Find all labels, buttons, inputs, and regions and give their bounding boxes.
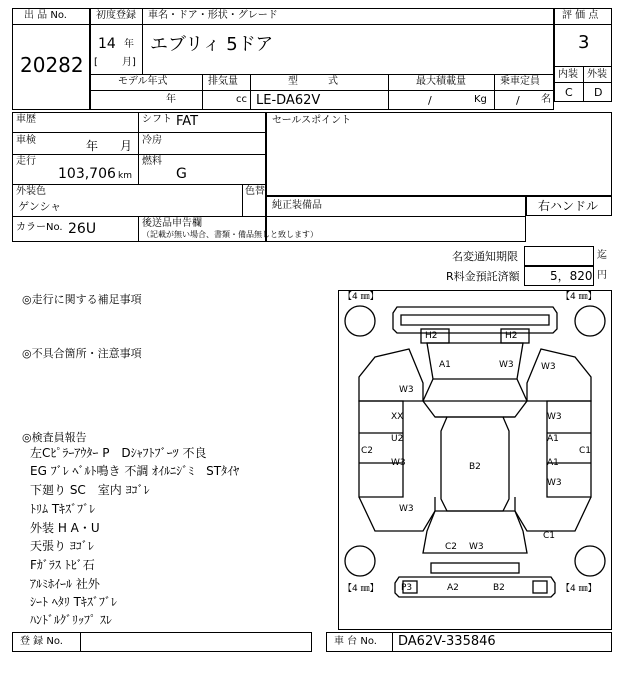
reg-label: 登 録 No. — [20, 636, 63, 647]
mark-a1-top: A1 — [439, 360, 451, 370]
max-load-slash: / — [428, 94, 432, 107]
mark-a2: A2 — [447, 583, 459, 593]
car-name-label: 車名・ドア・形状・グレード — [148, 10, 278, 21]
driving-notes-title: ◎走行に関する補足事項 — [22, 293, 142, 306]
tire-front-left — [345, 306, 375, 336]
mark-w3-rear: W3 — [469, 542, 484, 552]
recycle-label: R料金預託済額 — [446, 270, 520, 283]
inspector-line: 天張り ﾖｺﾞﾚ — [30, 539, 94, 553]
mark-h2-left: H2 — [425, 331, 438, 341]
inspector-title: ◎検査員報告 — [22, 431, 87, 444]
aircon-label: 冷房 — [142, 135, 162, 146]
recycle-value: 5，820 — [550, 269, 593, 283]
inspection-label: 車検 — [16, 135, 36, 146]
windshield — [423, 401, 527, 417]
name-change-label: 名変通知期限 — [452, 250, 518, 263]
shift-label: シフト — [142, 114, 172, 125]
mark-w3-right-door2: W3 — [547, 478, 562, 488]
mark-b2: B2 — [469, 462, 481, 472]
inspector-line: 外装 H A・U — [30, 521, 100, 535]
chassis-label: 車 台 No. — [334, 636, 377, 647]
interior-label: 内装 — [558, 69, 578, 80]
inspector-line: EG ﾌﾞﾚ ﾍﾞﾙﾄ鳴き 不調 ｵｲﾙﾆｼﾞﾐ STﾀｲﾔ — [30, 464, 240, 478]
color-value: ゲンシャ — [18, 200, 62, 213]
mileage-label: 走行 — [16, 156, 36, 167]
kg-unit: Kg — [474, 94, 487, 105]
cc-unit: cc — [236, 94, 247, 105]
score-value: 3 — [578, 32, 590, 53]
mark-u2: U2 — [391, 434, 404, 444]
km-unit: km — [118, 171, 132, 181]
month-bracket: [ — [94, 57, 98, 68]
first-reg-label: 初度登録 — [96, 10, 136, 21]
front-bumper-inner — [401, 315, 549, 325]
genuine-label: 純正装備品 — [272, 200, 322, 211]
recycle-unit: 円 — [597, 270, 607, 281]
tire-br-depth: 【4 ㎜】 — [561, 584, 597, 594]
rear-left-quarter — [359, 497, 435, 531]
mark-w3-left-fender: W3 — [399, 385, 414, 395]
year-unit: 年 — [124, 39, 134, 50]
model-year-unit: 年 — [166, 94, 176, 105]
capacity-slash: / — [516, 94, 520, 107]
car-diagram — [338, 290, 612, 630]
person-unit: 名 — [541, 94, 551, 105]
color-change-label: 色替 — [245, 186, 265, 197]
mark-c2-rear: C2 — [445, 542, 458, 552]
name-change-unit: 迄 — [597, 250, 607, 261]
inspector-line: 左Cﾋﾟﾗｰｱｳﾀｰ P Dｼｬﾌﾄﾌﾞｰﾂ 不良 — [30, 446, 207, 460]
mark-a1-right1: A1 — [547, 434, 559, 444]
a-pillars — [423, 379, 527, 401]
tire-tl-depth: 【4 ㎜】 — [343, 292, 379, 302]
interior-grade: C — [565, 86, 573, 99]
sales-points-label: セールスポイント — [272, 115, 352, 126]
color-no-value: 26U — [68, 221, 97, 237]
tire-tr-depth: 【4 ㎜】 — [561, 292, 597, 302]
docs-label: 後送品申告欄 — [142, 218, 202, 229]
mark-b2-rear: B2 — [493, 583, 505, 593]
exterior-grade: D — [594, 86, 603, 99]
car-outline — [339, 291, 611, 629]
inspection-month: 月 — [120, 139, 133, 153]
inspector-line: ﾊﾝﾄﾞﾙｸﾞﾘｯﾌﾟ ｽﾚ — [30, 613, 112, 627]
steering-value: 右ハンドル — [538, 199, 599, 213]
mark-c1-right-rear: C1 — [543, 531, 556, 541]
lot-label: 出 品 No. — [24, 10, 67, 21]
displacement-label: 排気量 — [208, 76, 238, 87]
name-change-box — [524, 246, 594, 266]
defects-title: ◎不具合箇所・注意事項 — [22, 347, 142, 360]
rear-plate — [431, 563, 519, 573]
car-name: エブリィ 5ドア — [150, 34, 274, 55]
front-bumper — [393, 307, 557, 333]
fuel-label: 燃料 — [142, 156, 162, 167]
color-label: 外装色 — [16, 186, 46, 197]
rear-bumper — [395, 577, 555, 597]
tire-rear-left — [345, 546, 375, 576]
docs-note: （記載が無い場合、書類・備品無しと致します） — [142, 230, 318, 239]
mark-w3-right-door1: W3 — [547, 412, 562, 422]
model-year-label: モデル年式 — [118, 76, 168, 87]
capacity-label: 乗車定員 — [500, 76, 540, 87]
mark-w3-top: W3 — [499, 360, 514, 370]
exterior-label: 外装 — [587, 69, 607, 80]
inspection-year: 年 — [86, 139, 99, 153]
mark-w3-left-door: W3 — [391, 458, 406, 468]
shift-value: FAT — [176, 114, 199, 129]
tire-bl-depth: 【4 ㎜】 — [343, 584, 379, 594]
mark-h2-right: H2 — [505, 331, 518, 341]
inspector-line: ｼｰﾄ ﾍﾀﾘ Tｷｽﾞﾌﾞﾚ — [30, 595, 117, 609]
reg-year: 14 — [98, 36, 116, 52]
tire-rear-right — [575, 546, 605, 576]
color-no-label: カラーNo. — [16, 222, 63, 233]
mark-xx: XX — [391, 412, 404, 422]
mileage-value: 103,706 — [58, 166, 116, 182]
inspector-line: Fｶﾞﾗｽ ﾄﾋﾞ石 — [30, 558, 95, 572]
score-label: 評 価 点 — [562, 10, 599, 21]
mark-w3-left-rear: W3 — [399, 504, 414, 514]
history-label: 車歴 — [16, 114, 36, 125]
lot-number: 20282 — [20, 53, 84, 77]
mark-a1-right2: A1 — [547, 458, 559, 468]
mark-w3-right-fender: W3 — [541, 362, 556, 372]
inspector-line: ｱﾙﾐﾎｲｰﾙ 社外 — [30, 577, 100, 591]
front-right-fender — [527, 349, 591, 401]
tire-front-right — [575, 306, 605, 336]
mark-c1-right: C1 — [579, 446, 592, 456]
max-load-label: 最大積載量 — [416, 76, 466, 87]
inspector-line: ﾄﾘﾑ Tｷｽﾞﾌﾞﾚ — [30, 502, 96, 516]
mark-c2-left: C2 — [361, 446, 374, 456]
rear-right-quarter — [515, 497, 591, 531]
mark-p3: P3 — [401, 583, 413, 593]
inspector-line: 下廻り SC 室内 ﾖｺﾞﾚ — [30, 483, 150, 497]
type-label: 型 式 — [288, 76, 338, 87]
chassis-value: DA62V-335846 — [398, 634, 496, 649]
model-code: LE-DA62V — [256, 93, 321, 108]
month-unit: 月] — [122, 57, 136, 68]
fuel-value: G — [176, 166, 187, 182]
